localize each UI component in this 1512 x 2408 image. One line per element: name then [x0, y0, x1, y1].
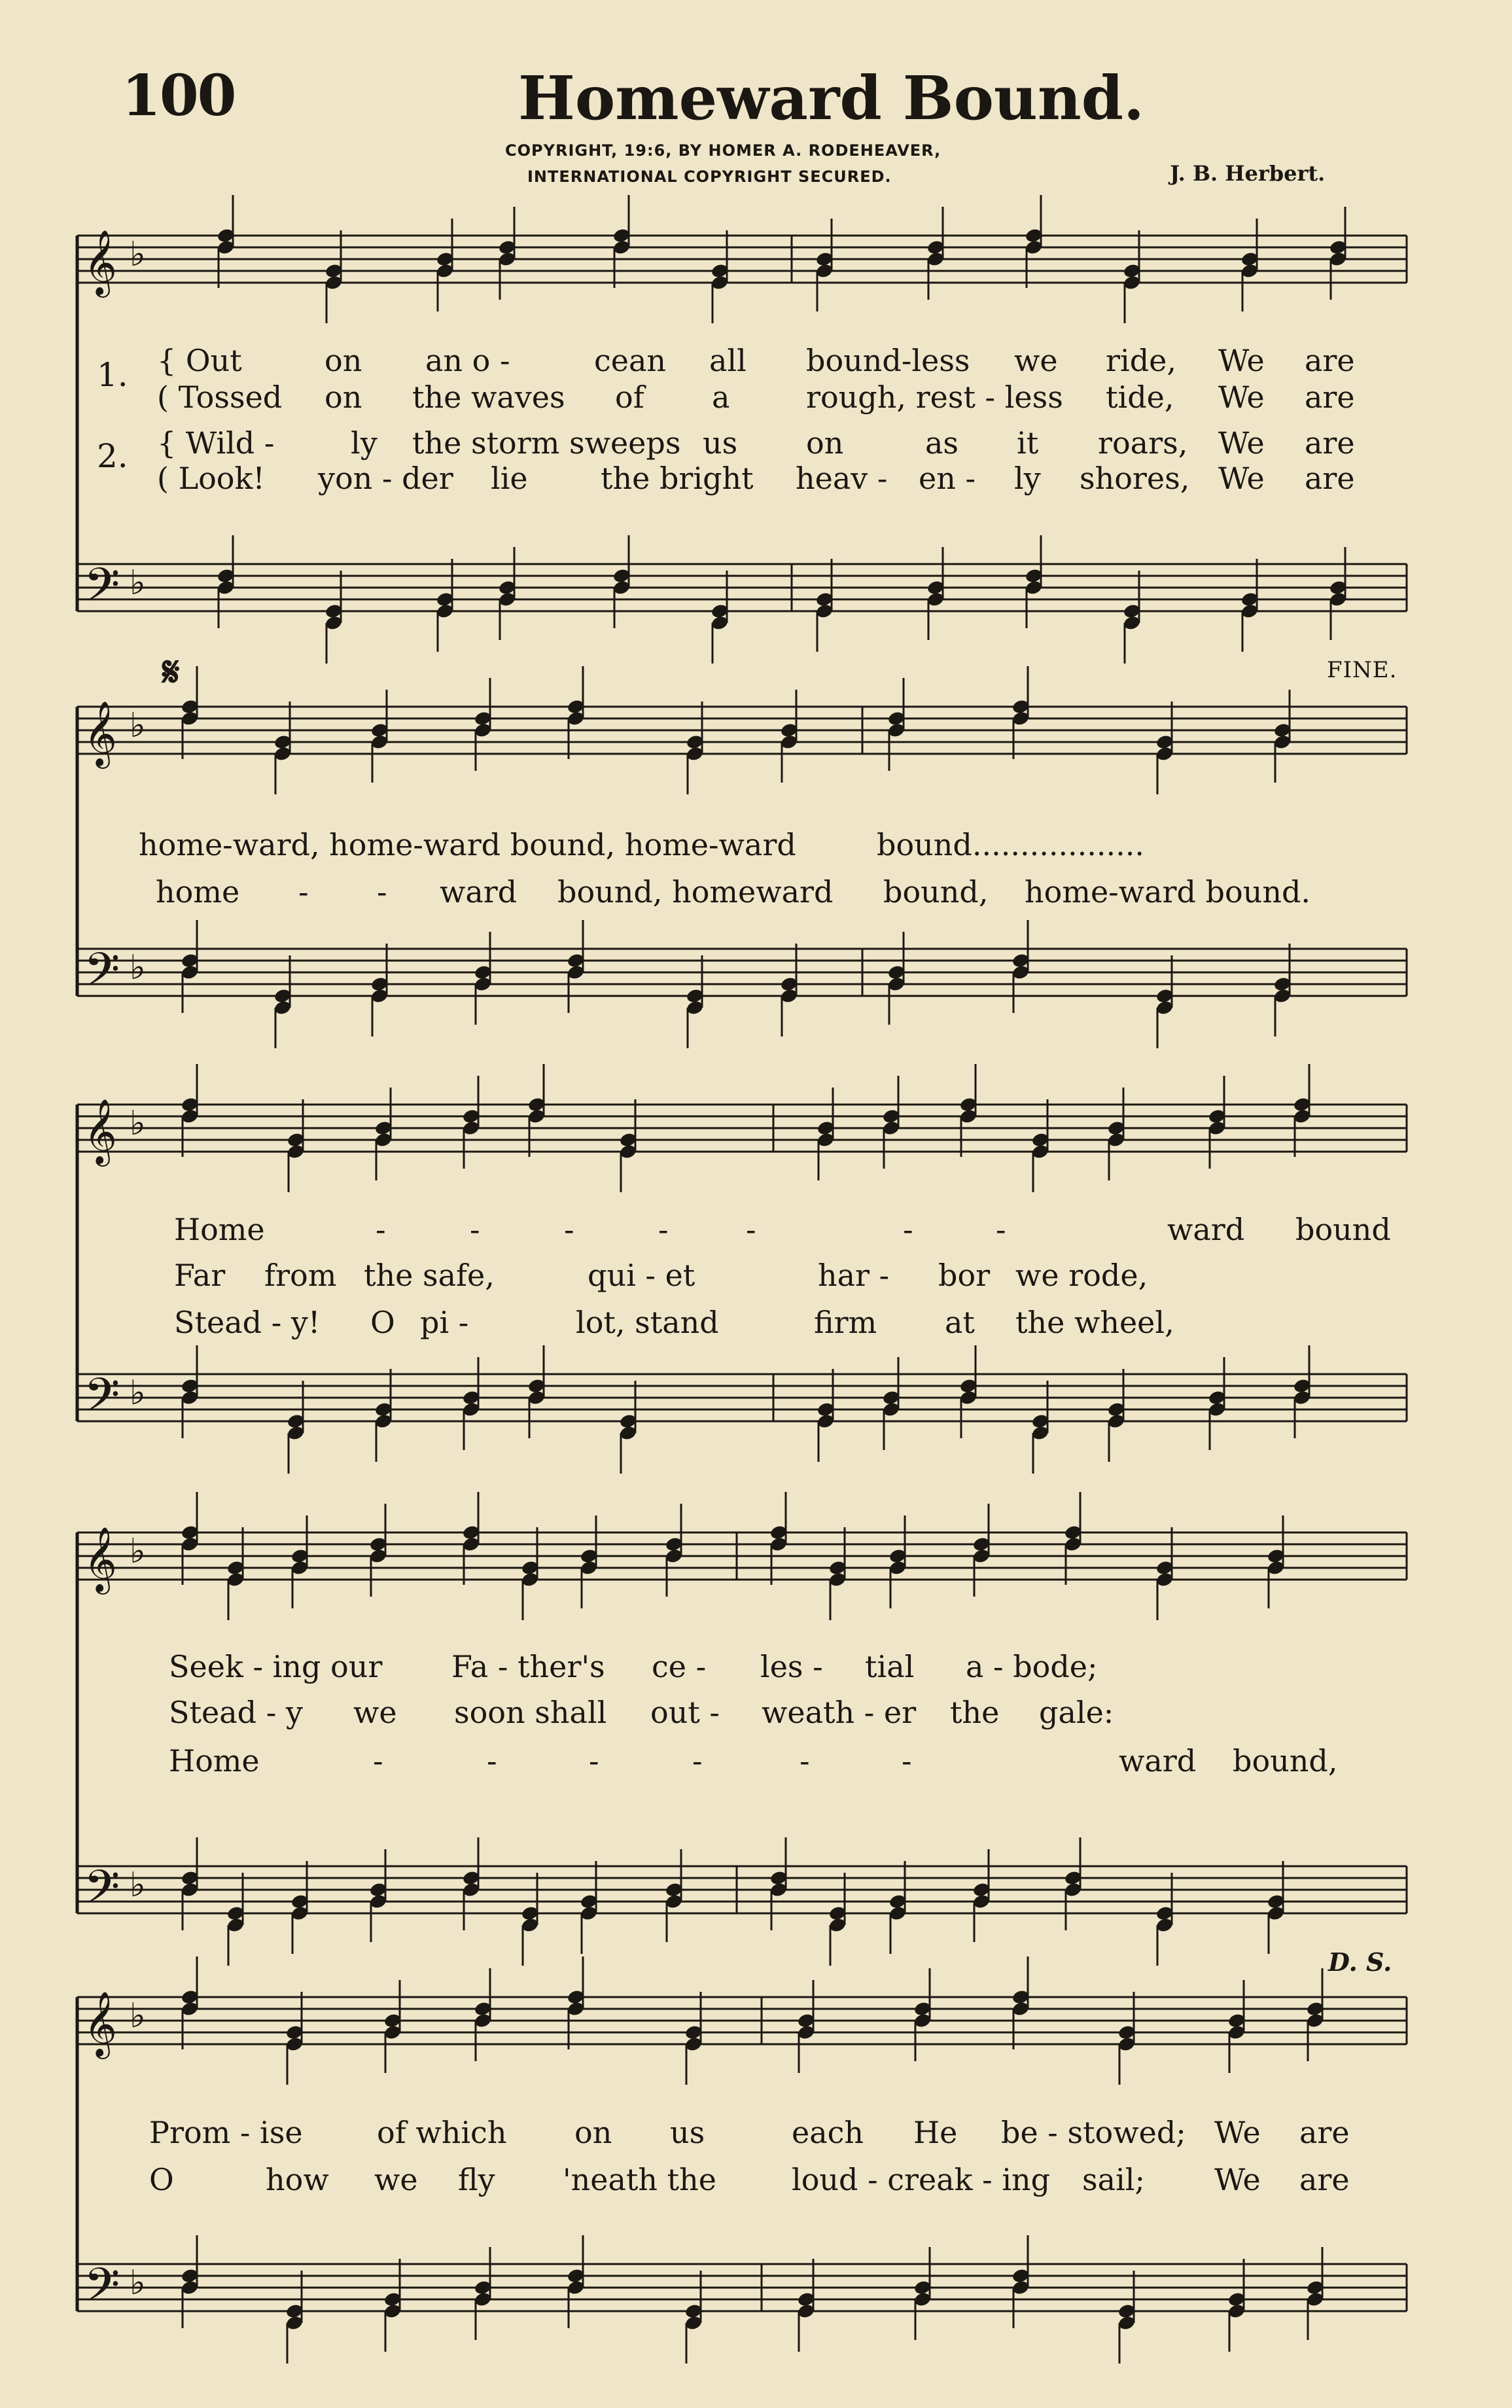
lyric-syllable: bound, — [883, 874, 989, 910]
lyric-syllable: shores, — [1080, 461, 1190, 496]
lyric-syllable: - — [373, 1743, 383, 1779]
bass-clef-icon: 𝄢 — [84, 1368, 120, 1434]
lyric-syllable: bor — [938, 1258, 991, 1293]
lyric-syllable: les - — [760, 1649, 823, 1684]
lyric-syllable: gale: — [1039, 1695, 1114, 1730]
lyric-syllable: be - stowed; — [1001, 2115, 1186, 2150]
lyric-syllable: har - — [818, 1258, 890, 1293]
lyric-syllable: ce - — [652, 1649, 707, 1684]
lyric-syllable: bound-less — [806, 343, 970, 378]
lyric-syllable: tial — [865, 1649, 915, 1684]
lyric-syllable: on — [325, 343, 362, 378]
lyric-syllable: bound.................. — [877, 827, 1145, 862]
lyric-syllable: on — [574, 2115, 612, 2150]
lyric-syllable: soon shall — [454, 1695, 607, 1730]
lyric-syllable: - — [377, 874, 387, 910]
lyric-syllable: firm — [814, 1305, 877, 1340]
lyric-syllable: - — [800, 1743, 810, 1779]
lyric-syllable: We — [1218, 461, 1265, 496]
lyric-syllable: us — [703, 425, 738, 461]
lyric-syllable: - — [470, 1212, 480, 1247]
lyric-syllable: ly — [351, 425, 378, 461]
lyric-syllable: the wheel, — [1015, 1305, 1174, 1340]
lyric-syllable: We — [1214, 2115, 1261, 2150]
lyric-syllable: each — [792, 2115, 864, 2150]
lyric-syllable: sail; — [1082, 2162, 1145, 2197]
lyric-syllable: qui - et — [588, 1258, 695, 1293]
copyright-line-2: INTERNATIONAL COPYRIGHT SECURED. — [527, 168, 892, 186]
lyric-syllable: are — [1299, 2162, 1350, 2197]
lyric-syllable: out - — [650, 1695, 720, 1730]
bass-clef-icon: 𝄢 — [84, 2258, 120, 2324]
lyric-syllable: a — [712, 380, 730, 415]
lyric-syllable: weath - er — [762, 1695, 917, 1730]
lyric-syllable: lie — [491, 461, 528, 496]
lyric-syllable: home-ward, home-ward bound, home-ward — [139, 827, 796, 862]
lyric-syllable: Far — [174, 1258, 226, 1293]
lyric-syllable: as — [925, 425, 959, 461]
lyric-syllable: tide, — [1106, 380, 1174, 415]
lyric-syllable: rough, rest - less — [806, 380, 1063, 415]
lyric-syllable: the safe, — [364, 1258, 495, 1293]
lyric-syllable: - — [658, 1212, 669, 1247]
flat-key-signature-icon: ♭ — [130, 563, 146, 603]
lyric-syllable: pi - — [420, 1305, 469, 1340]
treble-clef-icon: 𝄞 — [84, 701, 117, 766]
lyric-syllable: on — [325, 380, 362, 415]
lyric-syllable: Home — [169, 1743, 260, 1779]
lyric-syllable: O — [149, 2162, 174, 2197]
lyric-syllable: from — [264, 1258, 337, 1293]
treble-clef-icon: 𝄞 — [84, 1991, 117, 2057]
flat-key-signature-icon: ♭ — [130, 948, 146, 987]
flat-key-signature-icon: ♭ — [130, 1996, 146, 2036]
lyric-syllable: Stead - y! — [174, 1305, 321, 1340]
lyric-syllable: the bright — [601, 461, 754, 496]
flat-key-signature-icon: ♭ — [130, 1373, 146, 1413]
lyric-syllable: He — [913, 2115, 958, 2150]
lyric-syllable: home-ward bound. — [1025, 874, 1311, 910]
lyric-syllable: cean — [594, 343, 667, 378]
lyric-syllable: of which — [377, 2115, 507, 2150]
lyric-syllable: bound — [1295, 1212, 1391, 1247]
lyric-syllable: are — [1299, 2115, 1350, 2150]
bass-clef-icon: 𝄢 — [84, 943, 120, 1008]
lyric-syllable: We — [1218, 343, 1265, 378]
lyric-syllable: - — [692, 1743, 703, 1779]
lyric-syllable: - — [487, 1743, 497, 1779]
lyric-syllable: it — [1017, 425, 1039, 461]
copyright-line-1: COPYRIGHT, 19:6, BY HOMER A. RODEHEAVER, — [505, 141, 941, 160]
lyric-syllable: - — [902, 1743, 912, 1779]
lyric-syllable: bound, homeward — [557, 874, 834, 910]
bass-clef-icon: 𝄢 — [84, 1860, 120, 1926]
flat-key-signature-icon: ♭ — [130, 1104, 146, 1143]
flat-key-signature-icon: ♭ — [130, 706, 146, 745]
lyric-syllable: of — [615, 380, 644, 415]
lyric-syllable: 'neath the — [563, 2162, 716, 2197]
lyric-syllable: { Out — [157, 343, 242, 378]
lyric-syllable: - — [746, 1212, 756, 1247]
lyric-syllable: { Wild - — [157, 425, 275, 461]
hymn-title: Homeward Bound. — [518, 63, 1145, 133]
fine-marker: FINE. — [1327, 657, 1398, 683]
lyric-syllable: Fa - ther's — [451, 1649, 605, 1684]
lyric-syllable: ( Look! — [157, 461, 265, 496]
lyric-syllable: ly — [1014, 461, 1041, 496]
lyric-syllable: O — [370, 1305, 395, 1340]
lyric-syllable: a - bode; — [966, 1649, 1098, 1684]
composer-credit: J. B. Herbert. — [1170, 161, 1326, 186]
lyric-syllable: loud - creak - ing — [792, 2162, 1051, 2197]
flat-key-signature-icon: ♭ — [130, 2263, 146, 2303]
lyric-syllable: - — [376, 1212, 386, 1247]
lyric-syllable: ward — [440, 874, 518, 910]
lyric-syllable: fly — [458, 2162, 495, 2197]
lyric-syllable: the storm sweeps — [412, 425, 681, 461]
lyric-syllable: ( Tossed — [157, 380, 283, 415]
lyric-syllable: the — [950, 1695, 1000, 1730]
lyric-syllable: yon - der — [318, 461, 453, 496]
lyric-syllable: how — [266, 2162, 329, 2197]
lyric-syllable: We — [1218, 425, 1265, 461]
lyric-syllable: at — [945, 1305, 975, 1340]
lyric-syllable: we — [1014, 343, 1058, 378]
lyric-syllable: Home — [174, 1212, 265, 1247]
hymn-number: 100 — [122, 63, 236, 129]
lyric-syllable: us — [670, 2115, 705, 2150]
lyric-syllable: we rode, — [1015, 1258, 1148, 1293]
lyric-syllable: - — [903, 1212, 913, 1247]
lyric-syllable: ward — [1167, 1212, 1245, 1247]
lyric-syllable: are — [1305, 380, 1355, 415]
verse-number-1: 1. — [97, 356, 128, 394]
lyric-syllable: Stead - y — [169, 1695, 303, 1730]
lyric-syllable: are — [1305, 343, 1355, 378]
lyric-syllable: are — [1305, 461, 1355, 496]
treble-clef-icon: 𝄞 — [84, 1099, 117, 1164]
lyric-syllable: We — [1214, 2162, 1261, 2197]
lyric-syllable: Seek - ing our — [169, 1649, 383, 1684]
lyric-syllable: We — [1218, 380, 1265, 415]
lyric-syllable: - — [564, 1212, 574, 1247]
lyric-syllable: roars, — [1098, 425, 1188, 461]
lyric-syllable: - — [996, 1212, 1006, 1247]
lyric-syllable: on — [806, 425, 844, 461]
lyric-syllable: lot, stand — [576, 1305, 719, 1340]
lyric-syllable: en - — [919, 461, 976, 496]
lyric-syllable: ward — [1119, 1743, 1197, 1779]
flat-key-signature-icon: ♭ — [130, 1866, 146, 1905]
lyric-syllable: an o - — [425, 343, 510, 378]
treble-clef-icon: 𝄞 — [84, 230, 117, 295]
lyric-syllable: heav - — [796, 461, 888, 496]
lyric-syllable: home — [156, 874, 240, 910]
bass-clef-icon: 𝄢 — [84, 558, 120, 624]
lyric-syllable: we — [353, 1695, 397, 1730]
flat-key-signature-icon: ♭ — [130, 1532, 146, 1571]
verse-number-2: 2. — [97, 437, 128, 475]
segno-sign: 𝄋 — [162, 648, 180, 696]
lyric-syllable: Prom - ise — [149, 2115, 303, 2150]
dal-segno-marker: D. S. — [1328, 1947, 1392, 1977]
flat-key-signature-icon: ♭ — [130, 235, 146, 274]
lyric-syllable: - — [298, 874, 309, 910]
treble-clef-icon: 𝄞 — [84, 1527, 117, 1592]
lyric-syllable: we — [374, 2162, 418, 2197]
lyric-syllable: are — [1305, 425, 1355, 461]
lyric-syllable: - — [589, 1743, 599, 1779]
lyric-syllable: all — [709, 343, 747, 378]
lyric-syllable: ride, — [1106, 343, 1176, 378]
lyric-syllable: bound, — [1233, 1743, 1338, 1779]
lyric-syllable: the waves — [412, 380, 565, 415]
